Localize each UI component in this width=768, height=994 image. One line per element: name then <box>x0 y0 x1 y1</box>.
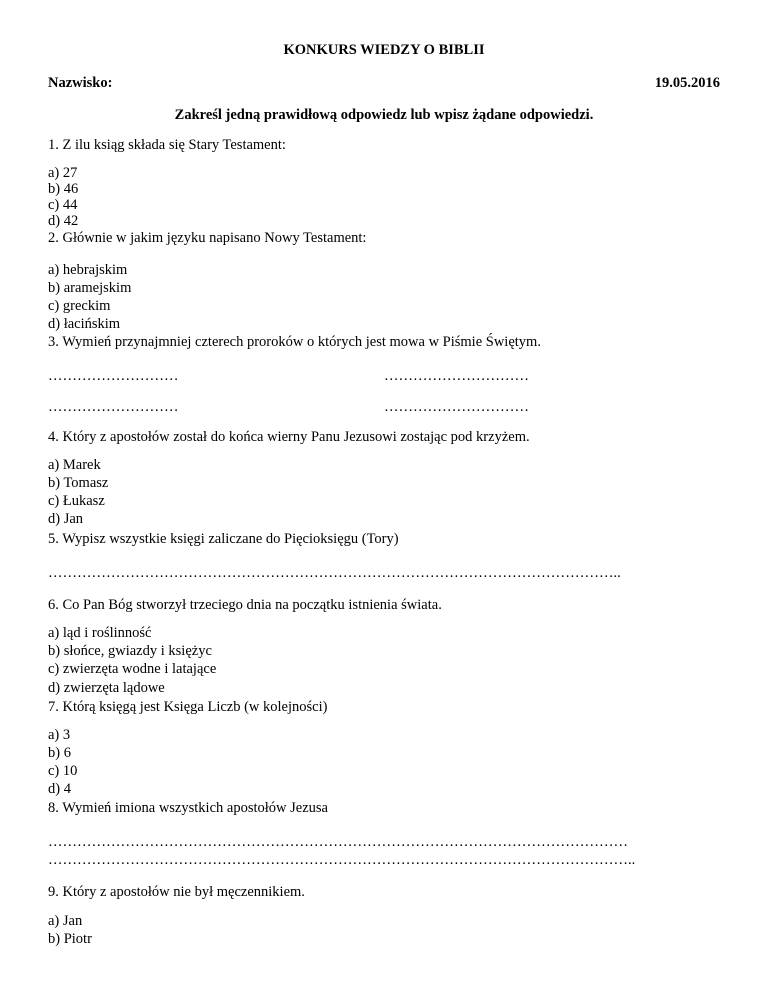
document-title: KONKURS WIEDZY O BIBLII <box>283 42 485 58</box>
question-8: 8. Wymień imiona wszystkich apostołów Jezusa <box>48 800 328 816</box>
option[interactable]: d) 4 <box>48 781 71 797</box>
question-1: 1. Z ilu ksiąg składa się Stary Testament: <box>48 137 286 153</box>
answer-blank[interactable]: ……………………………………………………………………………………………………….. <box>48 565 621 581</box>
answer-blank[interactable]: ………………………………………………………………………………………………………… <box>48 834 628 850</box>
answer-blank[interactable]: ……………………… <box>48 399 179 415</box>
option[interactable]: a) hebrajskim <box>48 262 128 278</box>
question-9: 9. Który z apostołów nie był męczennikiem. <box>48 884 305 900</box>
answer-blank[interactable]: ……………………… <box>48 368 179 384</box>
option[interactable]: b) 46 <box>48 181 79 197</box>
option[interactable]: d) Jan <box>48 511 84 527</box>
instruction: Zakreśl jedną prawidłową odpowiedz lub wpisz żądane odpowiedzi. <box>174 107 594 123</box>
option[interactable]: a) 3 <box>48 727 71 743</box>
option[interactable]: c) 44 <box>48 197 78 213</box>
option[interactable]: c) greckim <box>48 298 111 314</box>
question-3: 3. Wymień przynajmniej czterech proroków o których jest mowa w Piśmie Świętym. <box>48 334 541 350</box>
option[interactable]: c) 10 <box>48 763 78 779</box>
option[interactable]: b) słońce, gwiazdy i księżyc <box>48 643 212 659</box>
option[interactable]: b) Piotr <box>48 931 92 947</box>
question-5: 5. Wypisz wszystkie księgi zaliczane do Pięcioksięgu (Tory) <box>48 531 399 547</box>
option[interactable]: a) ląd i roślinność <box>48 625 152 641</box>
answer-blank[interactable]: ………………………………………………………………………………………………………….. <box>48 852 636 868</box>
option[interactable]: b) Tomasz <box>48 475 109 491</box>
option[interactable]: c) zwierzęta wodne i latające <box>48 661 217 677</box>
option[interactable]: b) 6 <box>48 745 71 761</box>
option[interactable]: a) Marek <box>48 457 101 473</box>
option[interactable]: c) Łukasz <box>48 493 105 509</box>
option[interactable]: b) aramejskim <box>48 280 132 296</box>
question-7: 7. Którą księgą jest Księga Liczb (w kolejności) <box>48 699 328 715</box>
question-2: 2. Głównie w jakim języku napisano Nowy Testament: <box>48 230 367 246</box>
option[interactable]: d) zwierzęta lądowe <box>48 680 165 696</box>
name-label: Nazwisko: <box>48 75 113 91</box>
date-label: 19.05.2016 <box>654 75 720 91</box>
answer-blank[interactable]: ………………………… <box>384 368 529 384</box>
option[interactable]: a) 27 <box>48 165 78 181</box>
answer-blank[interactable]: ………………………… <box>384 399 529 415</box>
option[interactable]: d) łacińskim <box>48 316 121 332</box>
question-4: 4. Który z apostołów został do końca wierny Panu Jezusowi zostając pod krzyżem. <box>48 429 530 445</box>
option[interactable]: a) Jan <box>48 913 83 929</box>
option[interactable]: d) 42 <box>48 213 79 229</box>
question-6: 6. Co Pan Bóg stworzył trzeciego dnia na początku istnienia świata. <box>48 597 442 613</box>
